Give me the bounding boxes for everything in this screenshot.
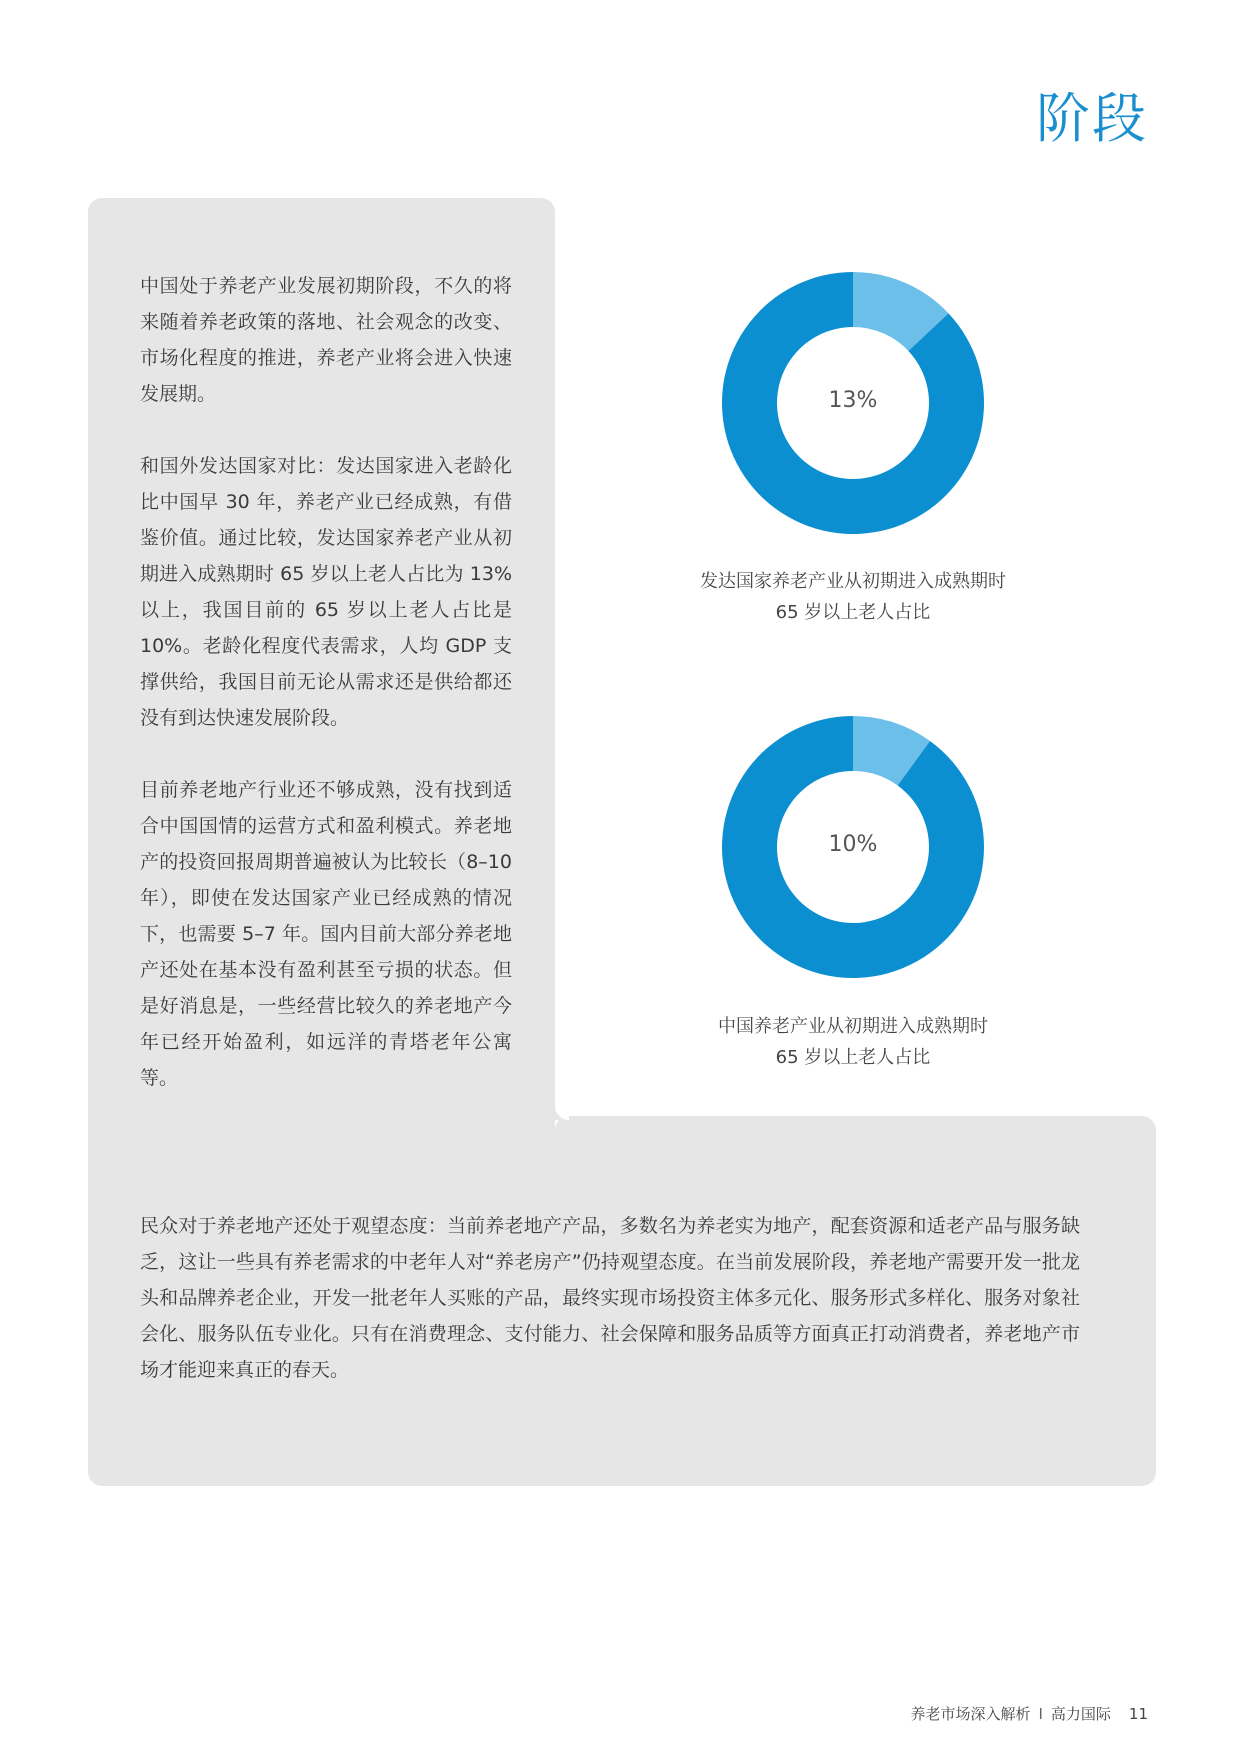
page-footer (910, 1703, 1148, 1724)
caption-line-1: 中国养老产业从初期进入成熟期时 (718, 1016, 988, 1037)
paragraph-comparison: 和国外发达国家对比：发达国家进入老龄化比中国早 30 年，养老产业已经成熟，有借鉴价值。通过比较，发达国家养老产业从初期进入成熟期时 65 岁以上老人占比为 13% 以上，我国目前的 65 岁以上老人占比是 10%。老龄化程度代表需求，人均 GDP 支撑供给，我国目前无论从需求还是供给都还没有到达快速发展阶段。 (140, 455, 512, 729)
donut-chart-china (722, 716, 984, 978)
donut-center-label: 10% (828, 832, 878, 857)
footer-separator: I (1038, 1705, 1043, 1723)
paragraph-stage: 中国处于养老产业发展初期阶段，不久的将来随着养老政策的落地、社会观念的改变、市场化程度的推进，养老产业将会进入快速发展期。 (140, 275, 512, 405)
page-title: 阶段 (1036, 87, 1148, 150)
bottom-panel-text (140, 1208, 1080, 1388)
donut-center-label: 13% (828, 388, 878, 413)
panel-inner-corner (555, 1106, 569, 1120)
footer-company: 高力国际 (1050, 1705, 1111, 1723)
paragraph-industry: 目前养老地产行业还不够成熟，没有找到适合中国国情的运营方式和盈利模式。养老地产的投资回报周期普遍被认为比较长（8–10 年），即使在发达国家产业已经成熟的情况下，也需要 5–7 年。国内目前大部分养老地产还处在基本没有盈利甚至亏损的状态。但是好消息是，一些经营比较久的养老地产今年已经开始盈利，如远洋的青塔老年公寓等。 (140, 779, 512, 1089)
chart-caption-developed (643, 566, 1063, 628)
footer-report-title: 养老市场深入解析 (910, 1705, 1031, 1723)
left-panel-text (140, 268, 512, 1132)
caption-line-2: 65 岁以上老人占比 (775, 1047, 931, 1068)
paragraph-consumer-attitude: 民众对于养老地产还处于观望态度：当前养老地产产品，多数名为养老实为地产，配套资源和适老产品与服务缺乏，这让一些具有养老需求的中老年人对“养老房产”仍持观望态度。在当前发展阶段，养老地产需要开发一批龙头和品牌养老企业，开发一批老年人买账的产品，最终实现市场投资主体多元化、服务形式多样化、服务对象社会化、服务队伍专业化。只有在消费理念、支付能力、社会保障和服务品质等方面真正打动消费者，养老地产市场才能迎来真正的春天。 (140, 1215, 1080, 1381)
donut-chart-developed (722, 272, 984, 534)
footer-page-number: 11 (1128, 1705, 1148, 1723)
caption-line-2: 65 岁以上老人占比 (775, 602, 931, 623)
chart-caption-china (643, 1011, 1063, 1073)
caption-line-1: 发达国家养老产业从初期进入成熟期时 (700, 571, 1006, 592)
